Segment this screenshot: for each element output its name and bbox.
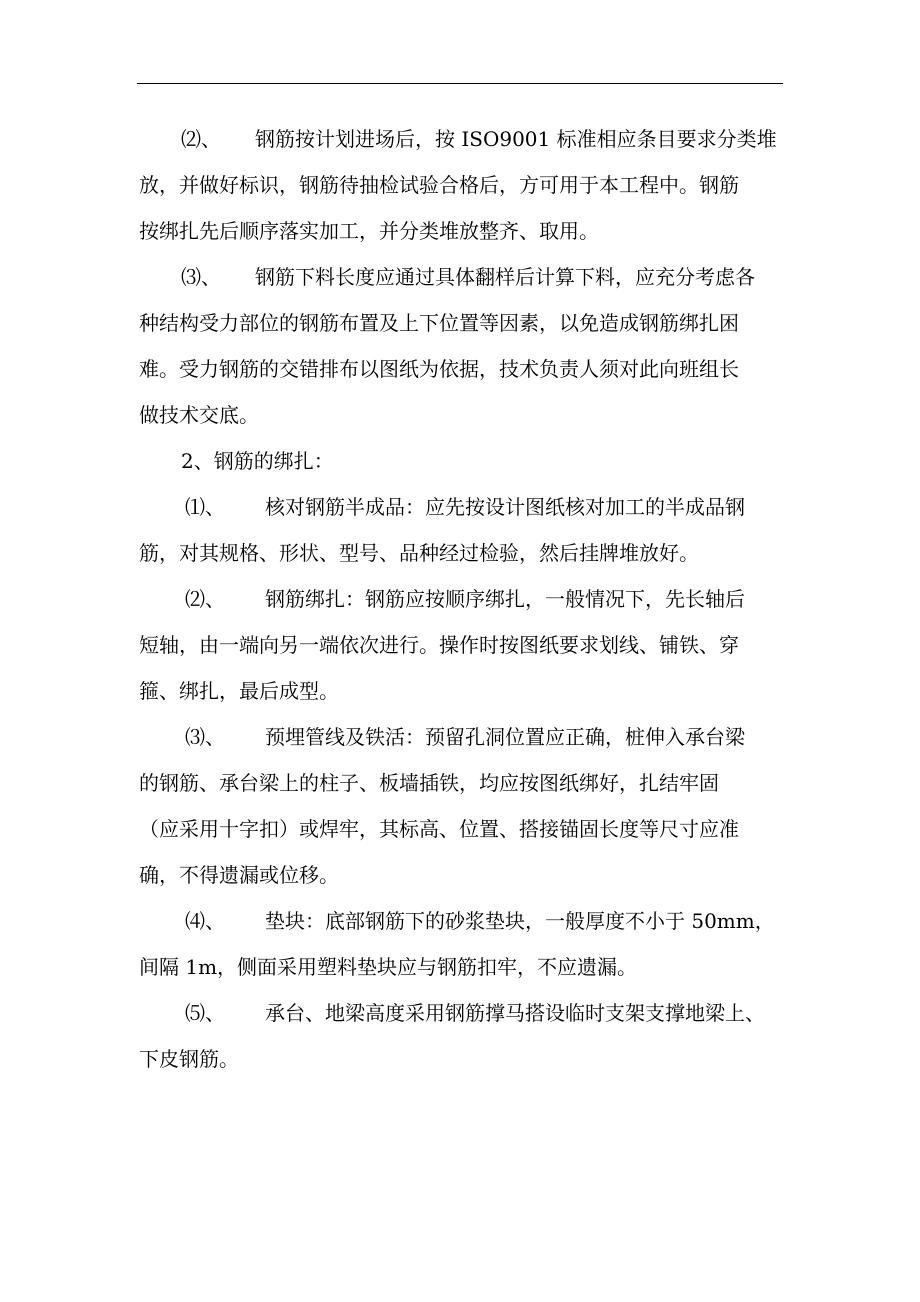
paragraph-line: 确，不得遗漏或位移。 [139,863,339,887]
paragraph-line: 下皮钢筋。 [139,1047,239,1071]
paragraph-line: 种结构受力部位的钢筋布置及上下位置等因素，以免造成钢筋绑扎困 [139,311,739,335]
paragraph-line: 按绑扎先后顺序落实加工，并分类堆放整齐、取用。 [139,219,599,243]
paragraph-line: 的钢筋、承台梁上的柱子、板墙插铁，均应按图纸绑好，扎结牢固 [139,771,719,795]
paragraph-line: 垫块：底部钢筋下的砂浆垫块，一般厚度不小于 50mm， [265,909,775,933]
paragraph-item-2b [139,576,789,714]
paragraph-item-3 [139,254,789,438]
paragraph-line: 承台、地梁高度采用钢筋撑马搭设临时支架支撑地梁上、 [265,1001,765,1025]
section-heading [139,438,789,484]
item-label: ⑵、 [181,127,221,151]
item-label: ⑴、 [185,495,225,519]
paragraph-line: 箍、绑扎，最后成型。 [139,679,339,703]
paragraph-line: （应采用十字扣）或焊牢，其标高、位置、搭接锚固长度等尺寸应准 [139,817,739,841]
document-body [139,116,789,1082]
paragraph-item-1 [139,484,789,576]
item-label: ⑵、 [185,587,225,611]
paragraph-line: 做技术交底。 [139,403,259,427]
paragraph-item-4 [139,898,789,990]
paragraph-line: 预埋管线及铁活：预留孔洞位置应正确，桩伸入承台梁 [265,725,745,749]
paragraph-item-5 [139,990,789,1082]
header-rule [137,83,783,84]
paragraph-line: 难。受力钢筋的交错排布以图纸为依据，技术负责人须对此向班组长 [139,357,739,381]
paragraph-line: 钢筋绑扎：钢筋应按顺序绑扎，一般情况下，先长轴后 [265,587,745,611]
paragraph-line: 间隔 1m，侧面采用塑料垫块应与钢筋扣牢，不应遗漏。 [139,955,638,979]
paragraph-line: 放，并做好标识，钢筋待抽检试验合格后，方可用于本工程中。钢筋 [139,173,739,197]
item-label: ⑷、 [185,909,225,933]
paragraph-line: 钢筋按计划进场后，按 ISO9001 标准相应条目要求分类堆 [255,127,777,151]
item-label: ⑸、 [185,1001,225,1025]
section-heading-text: 2、钢筋的绑扎： [181,449,334,473]
paragraph-line: 核对钢筋半成品：应先按设计图纸核对加工的半成品钢 [265,495,745,519]
paragraph-line: 短轴，由一端向另一端依次进行。操作时按图纸要求划线、铺铁、穿 [139,633,739,657]
paragraph-item-2 [139,116,789,254]
paragraph-item-3b [139,714,789,898]
paragraph-line: 筋，对其规格、形状、型号、品种经过检验，然后挂牌堆放好。 [139,541,699,565]
item-label: ⑶、 [181,265,221,289]
paragraph-line: 钢筋下料长度应通过具体翻样后计算下料，应充分考虑各 [255,265,755,289]
item-label: ⑶、 [185,725,225,749]
